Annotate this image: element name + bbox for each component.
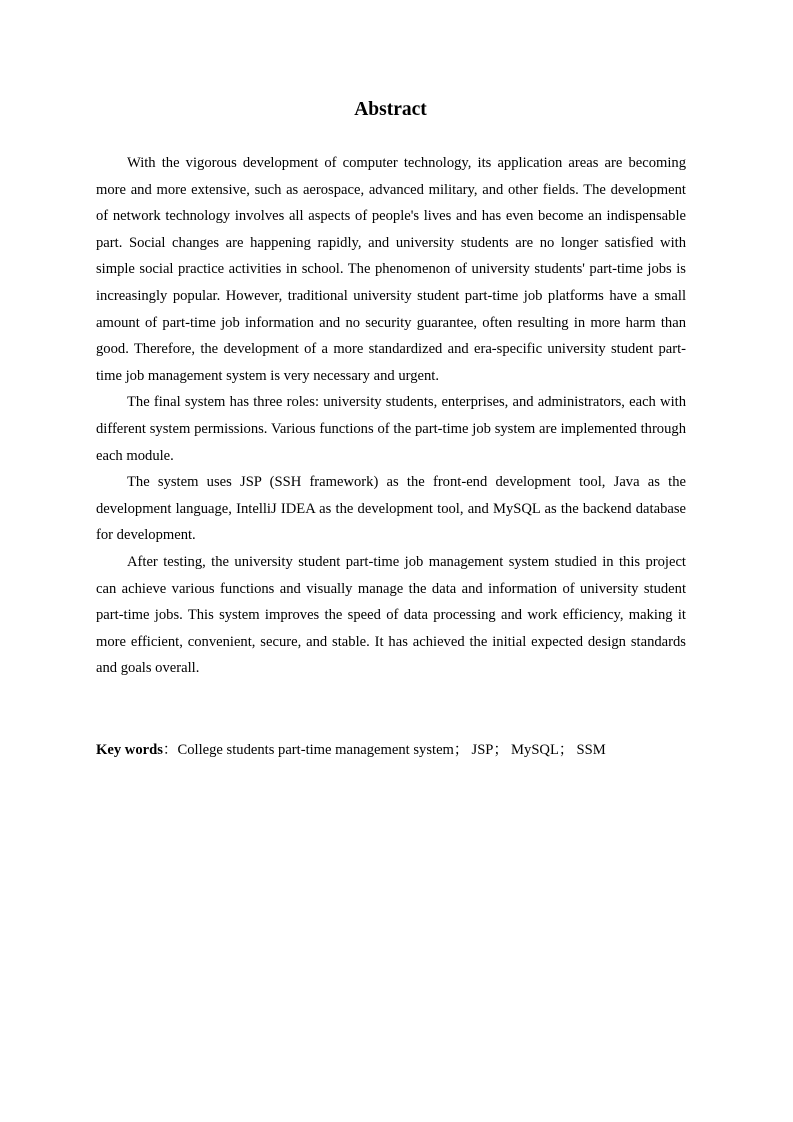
keywords-line [96,737,716,764]
keyword-separator: ； [558,742,574,758]
abstract-paragraph-4: After testing, the university student part-time job management system studied in this project can achieve various functions and visually manage the data and information of university student part-time jobs. This system improves the speed of data processing and work efficiency, making it more efficient, convenient, secure, and stable. It has achieved the initial expected design standards and goals overall. [96,553,686,677]
keywords-label: Key words [96,742,163,758]
keyword-separator: ； [493,742,509,758]
abstract-paragraph-1: With the vigorous development of computer technology, its application areas are becoming more and more extensive, such as aerospace, advanced military, and other fields. The development of network technology involves all aspects of people's lives and has even become an indispensable part. Social changes are happening rapidly, and university students are no longer satisfied with simple social practice activities in school. The phenomenon of university students' part-time jobs is increasingly popular. However, traditional university student part-time job platforms have a small amount of part-time job information and no security guarantee, often resulting in more harm than good. Therefore, the development of a more standardized and era-specific university student part-time job management system is very necessary and urgent. [96,155,686,384]
keyword-item: SSM [576,742,606,758]
keywords-label-separator: ： [162,742,178,758]
keyword-item: College students part-time management system [177,742,454,758]
abstract-paragraph-3: The system uses JSP (SSH framework) as the front-end development tool, Java as the development language, IntelliJ IDEA as the development tool, and MySQL as the backend database for development. [96,474,686,544]
page-title: Abstract [354,99,427,120]
keyword-separator: ； [453,742,469,758]
abstract-paragraph-2: The final system has three roles: university students, enterprises, and administrators, each with different system permissions. Various functions of the part-time job system are implemented through each module. [96,394,686,464]
keyword-item: JSP [471,742,494,758]
keyword-item: MySQL [511,742,559,758]
abstract-body [96,150,686,682]
